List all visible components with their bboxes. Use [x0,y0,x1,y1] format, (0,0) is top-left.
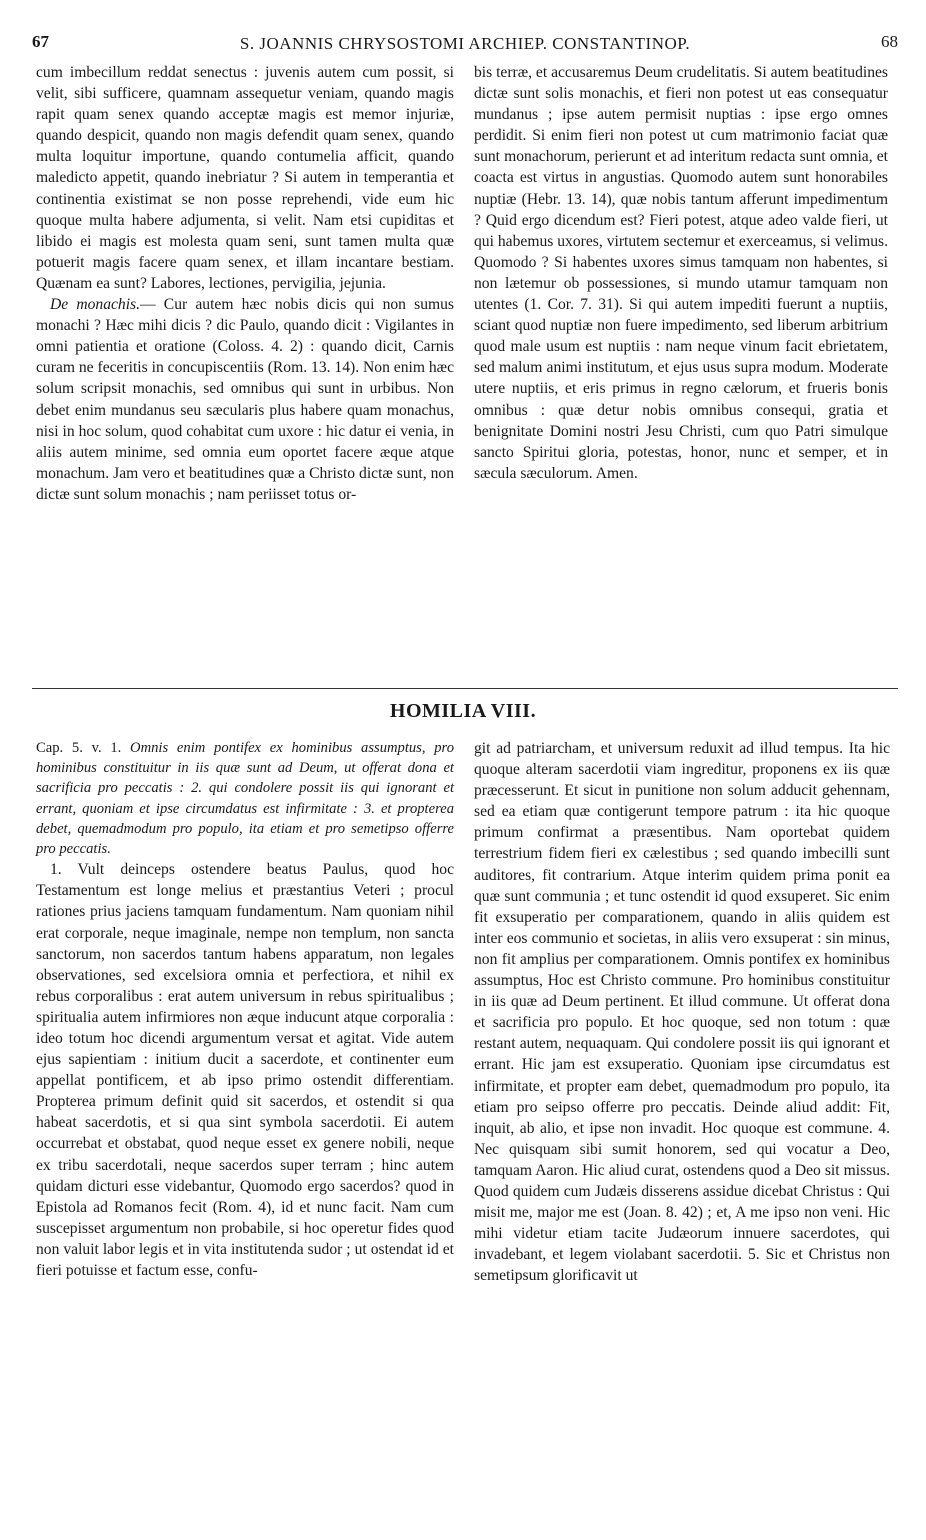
section-divider [32,688,898,689]
page-number-right: 68 [881,32,898,51]
running-header [32,32,898,58]
paragraph: cum imbecillum reddat senectus : juvenis autem cum possit, si velit, sibi sufficere, quamnam assequetur veniam, quando magis rapit quam senex quando acceptæ magis est memor injuriæ, quando despicit, quando non magis defendit quam senex, quando multa loquitur importune, quando contumelia afficit, quando maledicto appetit, quando inebriatur ? Si autem in temperantia et continentia existimat se non posse reprehendi, vide eum hic quoque multa habere adjumenta, si velit. Nam etsi cupiditas et libido ei magis est molesta quam seni, sunt tamen multa quæ potuerit magis facere quam senex, et illam incantare bestiam. Quænam ea sunt? Labores, lectiones, pervigilia, jejunia. [36,64,454,292]
column-right-top [474,62,888,484]
paragraph-text: — Cur autem hæc nobis dicis qui non sumus monachi ? Hæc mihi dicis ? dic Paulo, quando dicit : Vigilantes in omni patientia et oratione (Coloss. 4. 2) : quando dicit, Carnis curam ne feceritis in concupiscentiis (Rom. 13. 14). Non enim hæc solum scripsit monachis, sed omnibus qui sunt in urbibus. Non debet enim mundanus seu sæcularis plus habere quam monachus, nisi in hoc solum, quod cohabitat cum uxore : hic datur ei venia, in aliis autem minime, sed omnia eum oportet facere æque atque monachum. Jam vero et beatitudines quæ a Christo dictæ sunt, non dictæ sunt solum monachis ; nam periisset totus or- [36,296,454,503]
section-label: De monachis. [50,296,141,314]
column-left-top [36,62,454,505]
paragraph: bis terræ, et accusaremus Deum crudelitatis. Si autem beatitudines dictæ sunt solis monachis, et fieri non potest ut eas consequatur mundanus ; ipse autem permisit nuptias : ipse ergo omnes perdidit. Si enim fieri non potest ut cum matrimonio faciat quæ sunt monachorum, perierunt et ad interitum redacta sunt omnia, et coacta est virtus in angustias. Quomodo autem sunt honorabiles nuptiæ (Hebr. 13. 14), quæ nobis tantum afferunt impedimentum ? Quid ergo dicendum est? Fieri potest, atque adeo valde fieri, ut qui habemus uxores, virtutem sectemur et exerceamus, si velimus. Quomodo ? Si habentes uxores simus tamquam non habentes, si non lætemur ob possessiones, si mundo utamur tamquam non utentes (1. Cor. 7. 31). Si qui autem impediti fuerunt a nuptiis, sciant quod nuptiæ non fuere impedimento, sed liberum arbitrium quod male usum est nuptiis : nam neque vinum facit ebrietatem, sed malum animi institutum, et ejus usus supra modum. Moderate utere nuptiis, et eris primus in regno cælorum, et frueris bonis omnibus : quæ detur nobis omnibus consequi, gratia et benignitate Domini nostri Jesu Christi, cum quo Patri simulque sancto Spiritui gloria, potestas, honor, nunc et semper, et in sæcula sæculorum. Amen. [474,64,888,482]
chapter-label: Cap. 5. v. 1. [36,740,122,756]
running-title: S. JOANNIS CHRYSOSTOMI ARCHIEP. CONSTANTINOP. [239,34,691,53]
page-number-left: 67 [32,32,49,51]
paragraph: git ad patriarcham, et universum reduxit ad illud tempus. Ita hic quoque alteram sacerdotii viam ingreditur, proponens ex iis quæ præcesserunt. Et sicut in punitione non solum adducit gehennam, sed ea etiam quæ contigerunt tempore patrum : ita hic quoque primum confirmat a præsentibus. Nam oportebat quidem terrestrium fidem fieri ex cælestibus ; sed quando imbecilli sunt auditores, fit contrarium. Atque interim quidem prima ponit ea quæ sunt communia ; et tunc ostendit id quod exsuperet. Sic enim fit exsuperatio per comparationem, quando in aliis quidem est inter eos communio et societas, in aliis vero exsuperat : sin minus, non fit amplius per comparationem. Omnis pontifex ex hominibus assumptus, Hoc est Christo commune. Pro hominibus constituitur in iis quæ ad Deum pertinent. Et illud commune. Ut offerat dona et sacrificia pro populo. Et hoc quoque, sed non totum : quæ restant autem, nequaquam. Qui condolere possit iis qui ignorant et errant. Hic jam est exsuperatio. Quoniam ipse circumdatus est infirmitate, et propter eam debet, quemadmodum pro populo, ita etiam pro seipso offerre pro peccatis. Deinde aliud addit: Fit, inquit, ab alio, et ipse non invadit. Hoc quoque est commune. 4. Nec quisquam sibi sumit honorem, sed qui vocatur a Deo, tamquam Aaron. Hic aliud curat, ostendens quod a Deo sit missus. Quod quidem cum Judæis disserens assidue dicebat Christus : Qui misit me, major me est (Joan. 8. 42) ; et, A me ipso non veni. Hic mihi videtur etiam tacite Judæorum innuere sacerdotes, qui invadebant, et legem violabant sacerdotii. 5. Sic et Christus non semetipsum glorificavit ut [474,740,890,1285]
paragraph-de-monachis [36,294,454,505]
paragraph: 1. Vult deinceps ostendere beatus Paulus, quod hoc Testamentum est longe melius et præstantius Veteri ; procul rationes prius jaciens tamquam fundamentum. Nam quoniam nihil erat corporale, neque imaginale, nempe non templum, non sancta sanctorum, non sacerdos tantum habens apparatum, non legales observationes, sed excelsiora omnia et perfectiora, et nihil ex rebus corporalibus : erat autem universum in rebus spiritualibus ; spiritualia autem infirmiores non æque inducunt atque corporalia : ideo totum hoc dicendi argumentum versat et agitat. Vide autem ejus sapientiam : initium ducit a sacerdote, et continenter eum appellat pontificem, et ab ipso primo ostendit differentiam. Propterea primum definit quid sit sacerdos, et ostendit si qua habeat sacerdotis, et si qua sint symbola sacerdotii. Ei autem occurrebat et obstabat, quod neque esset ex genere nobili, neque ex tribu sacerdotali, neque sacerdos super terram ; hinc autem quidam dicturi esse videbantur, Quomodo ergo sacerdos? quod in Epistola ad Romanos fecit (Rom. 4), id et nunc facit. Nam cum suscepisset argumentum non probabile, si hoc operetur fides quod non valuit labor legis et in vita institutenda sudor ; ut ostendat id et fieri potuisse et factum esse, confu- [36,861,454,1279]
column-left-bottom [36,738,454,1281]
chapter-text: Omnis enim pontifex ex hominibus assumptus, pro hominibus constituitur in iis quæ sunt ad Deum, ut offerat dona et sacrificia pro peccatis : 2. qui condolere possit iis qui ignorant et errant, quoniam et ipse circumdatus est infirmitate : 3. et propterea debet, quemadmodum pro populo, ita etiam et pro semetipso offerre pro peccatis. [36,740,454,858]
homily-title: HOMILIA VIII. [389,700,537,722]
column-right-bottom [474,738,890,1286]
chapter-argument [36,738,454,859]
